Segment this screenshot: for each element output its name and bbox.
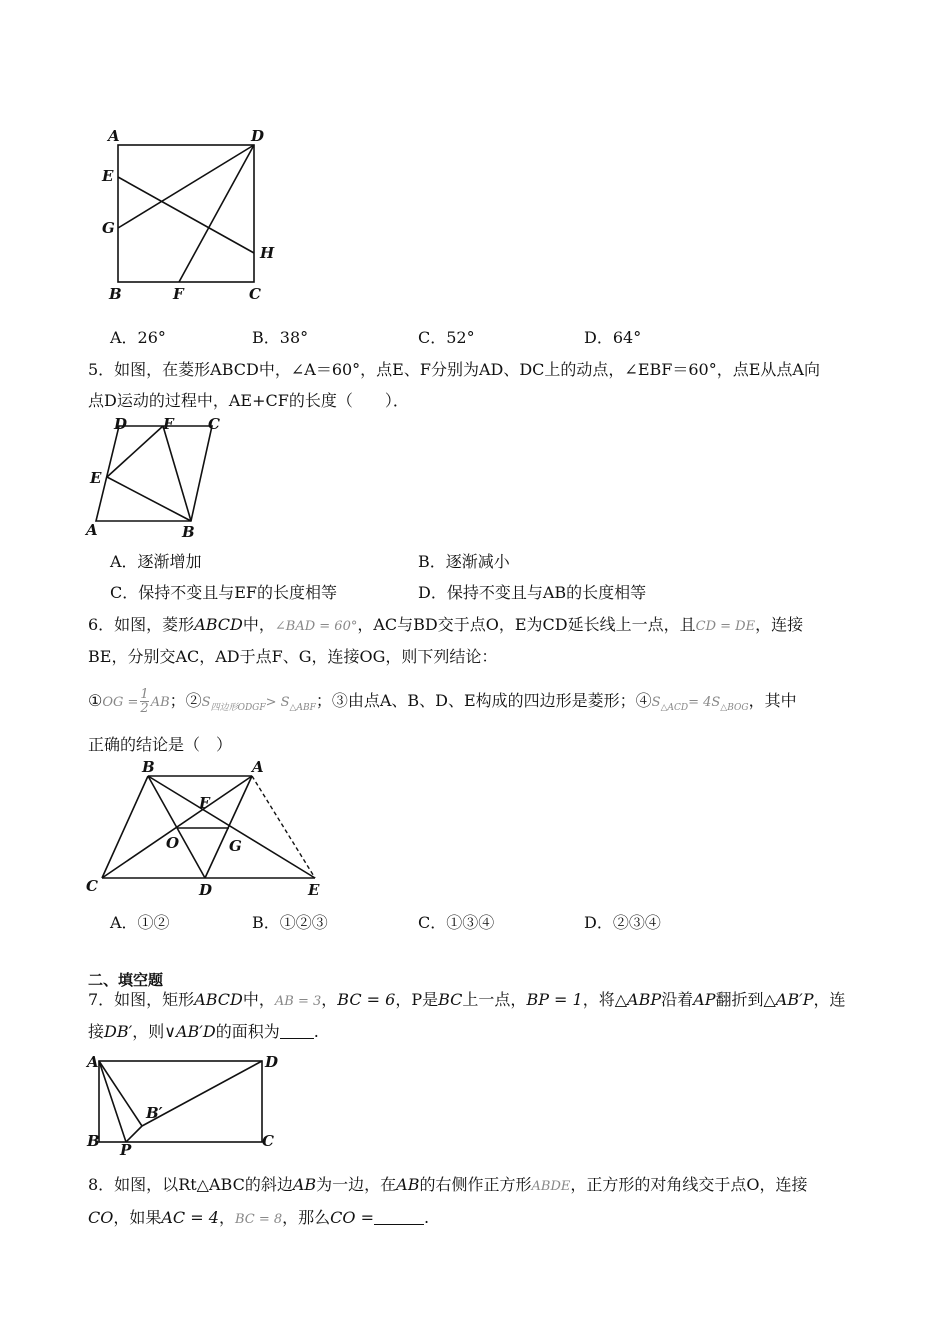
q4-option-d: D．64° — [584, 328, 642, 347]
label-O: O — [166, 834, 180, 852]
label-C: C — [262, 1132, 274, 1150]
q7-answer-blank[interactable] — [280, 1020, 314, 1039]
label-E: E — [308, 881, 320, 899]
label-G: G — [229, 837, 242, 855]
label-A: A — [86, 521, 98, 539]
q7-line1: 7．如图，矩形ABCD中，AB = 3，BC = 6，P是BC上一点，BP = 1，将△ABP沿着AP翻折到△AB′P，连 — [88, 990, 846, 1009]
label-F: F — [163, 415, 174, 433]
label-E: E — [102, 167, 114, 185]
section-title-fill-in: 二、填空题 — [88, 971, 164, 989]
label-C: C — [208, 415, 220, 433]
label-G: G — [102, 219, 115, 237]
label-D: D — [114, 415, 128, 433]
q6-conclusions: ①OG = $\frac{1}{2}$ AB；$②S_{四边形ODGF}> S_{\triangle ABF}$；③由点A、B、D、E构成的四边形是菱形；$④S_{\triangle ACD}= 4S_{\triangle BOG}$，其中 — [88, 687, 797, 716]
q6-line4: 正确的结论是（ ） — [88, 735, 233, 754]
label-A: A — [108, 127, 120, 145]
label-P: P — [120, 1141, 132, 1158]
q6-line1: 6．如图，菱形ABCD中，∠BAD = 60°，AC与BD交于点O，E为CD延长线上一点，且CD = DE，连接 — [88, 615, 804, 634]
q4-option-b: B．38° — [252, 328, 309, 347]
q5-line2: 点D运动的过程中，AE+CF的长度（ ）． — [88, 391, 409, 410]
figure-rhombus-q6 — [80, 760, 340, 900]
q5-option-d: D．保持不变且与AB的长度相等 — [418, 583, 647, 602]
q6-option-d: D．②③④ — [584, 913, 661, 932]
q4-option-c: C．52° — [418, 328, 475, 347]
q5-line1: 5．如图，在菱形ABCD中，∠A＝60°，点E、F分别为AD、DC上的动点，∠EBF＝60°，点E从点A向 — [88, 360, 820, 379]
q6-option-a: A．①② — [110, 913, 170, 932]
label-D: D — [251, 127, 265, 145]
figure-square-abcd — [95, 125, 285, 305]
q6-line2: BE，分别交AC，AD于点F、G，连接OG，则下列结论： — [88, 647, 498, 666]
label-A: A — [87, 1053, 99, 1071]
label-B: B — [109, 285, 122, 303]
label-B: B — [142, 760, 155, 776]
label-D: D — [265, 1053, 279, 1071]
q4-option-a: A．26° — [110, 328, 166, 347]
q5-option-a: A．逐渐增加 — [110, 552, 202, 571]
label-H: H — [260, 244, 275, 262]
label-C: C — [249, 285, 261, 303]
figure-rhombus-q5 — [82, 413, 232, 543]
q8-line2: CO，如果AC = 4，BC = 8，那么CO = . — [88, 1208, 430, 1227]
q7-line2: 接DB′，则∨AB′D的面积为 . — [88, 1022, 319, 1041]
label-E: E — [90, 469, 102, 487]
label-B-prime: B′ — [146, 1104, 163, 1122]
label-A: A — [252, 760, 264, 776]
q8-line1: 8．如图，以Rt△ABC的斜边AB为一边，在AB的右侧作正方形ABDE，正方形的对角线交于点O，连接 — [88, 1175, 808, 1194]
q8-answer-blank[interactable] — [374, 1206, 424, 1225]
q5-option-c: C．保持不变且与EF的长度相等 — [110, 583, 338, 602]
q5-option-b: B．逐渐减小 — [418, 552, 510, 571]
label-C: C — [86, 877, 98, 895]
figure-rectangle-q7 — [82, 1048, 302, 1158]
label-B: B — [87, 1132, 100, 1150]
label-D: D — [199, 881, 213, 899]
label-F: F — [199, 794, 210, 812]
q6-option-b: B．①②③ — [252, 913, 328, 932]
label-F: F — [173, 285, 184, 303]
label-B: B — [182, 523, 195, 541]
q6-option-c: C．①③④ — [418, 913, 495, 932]
